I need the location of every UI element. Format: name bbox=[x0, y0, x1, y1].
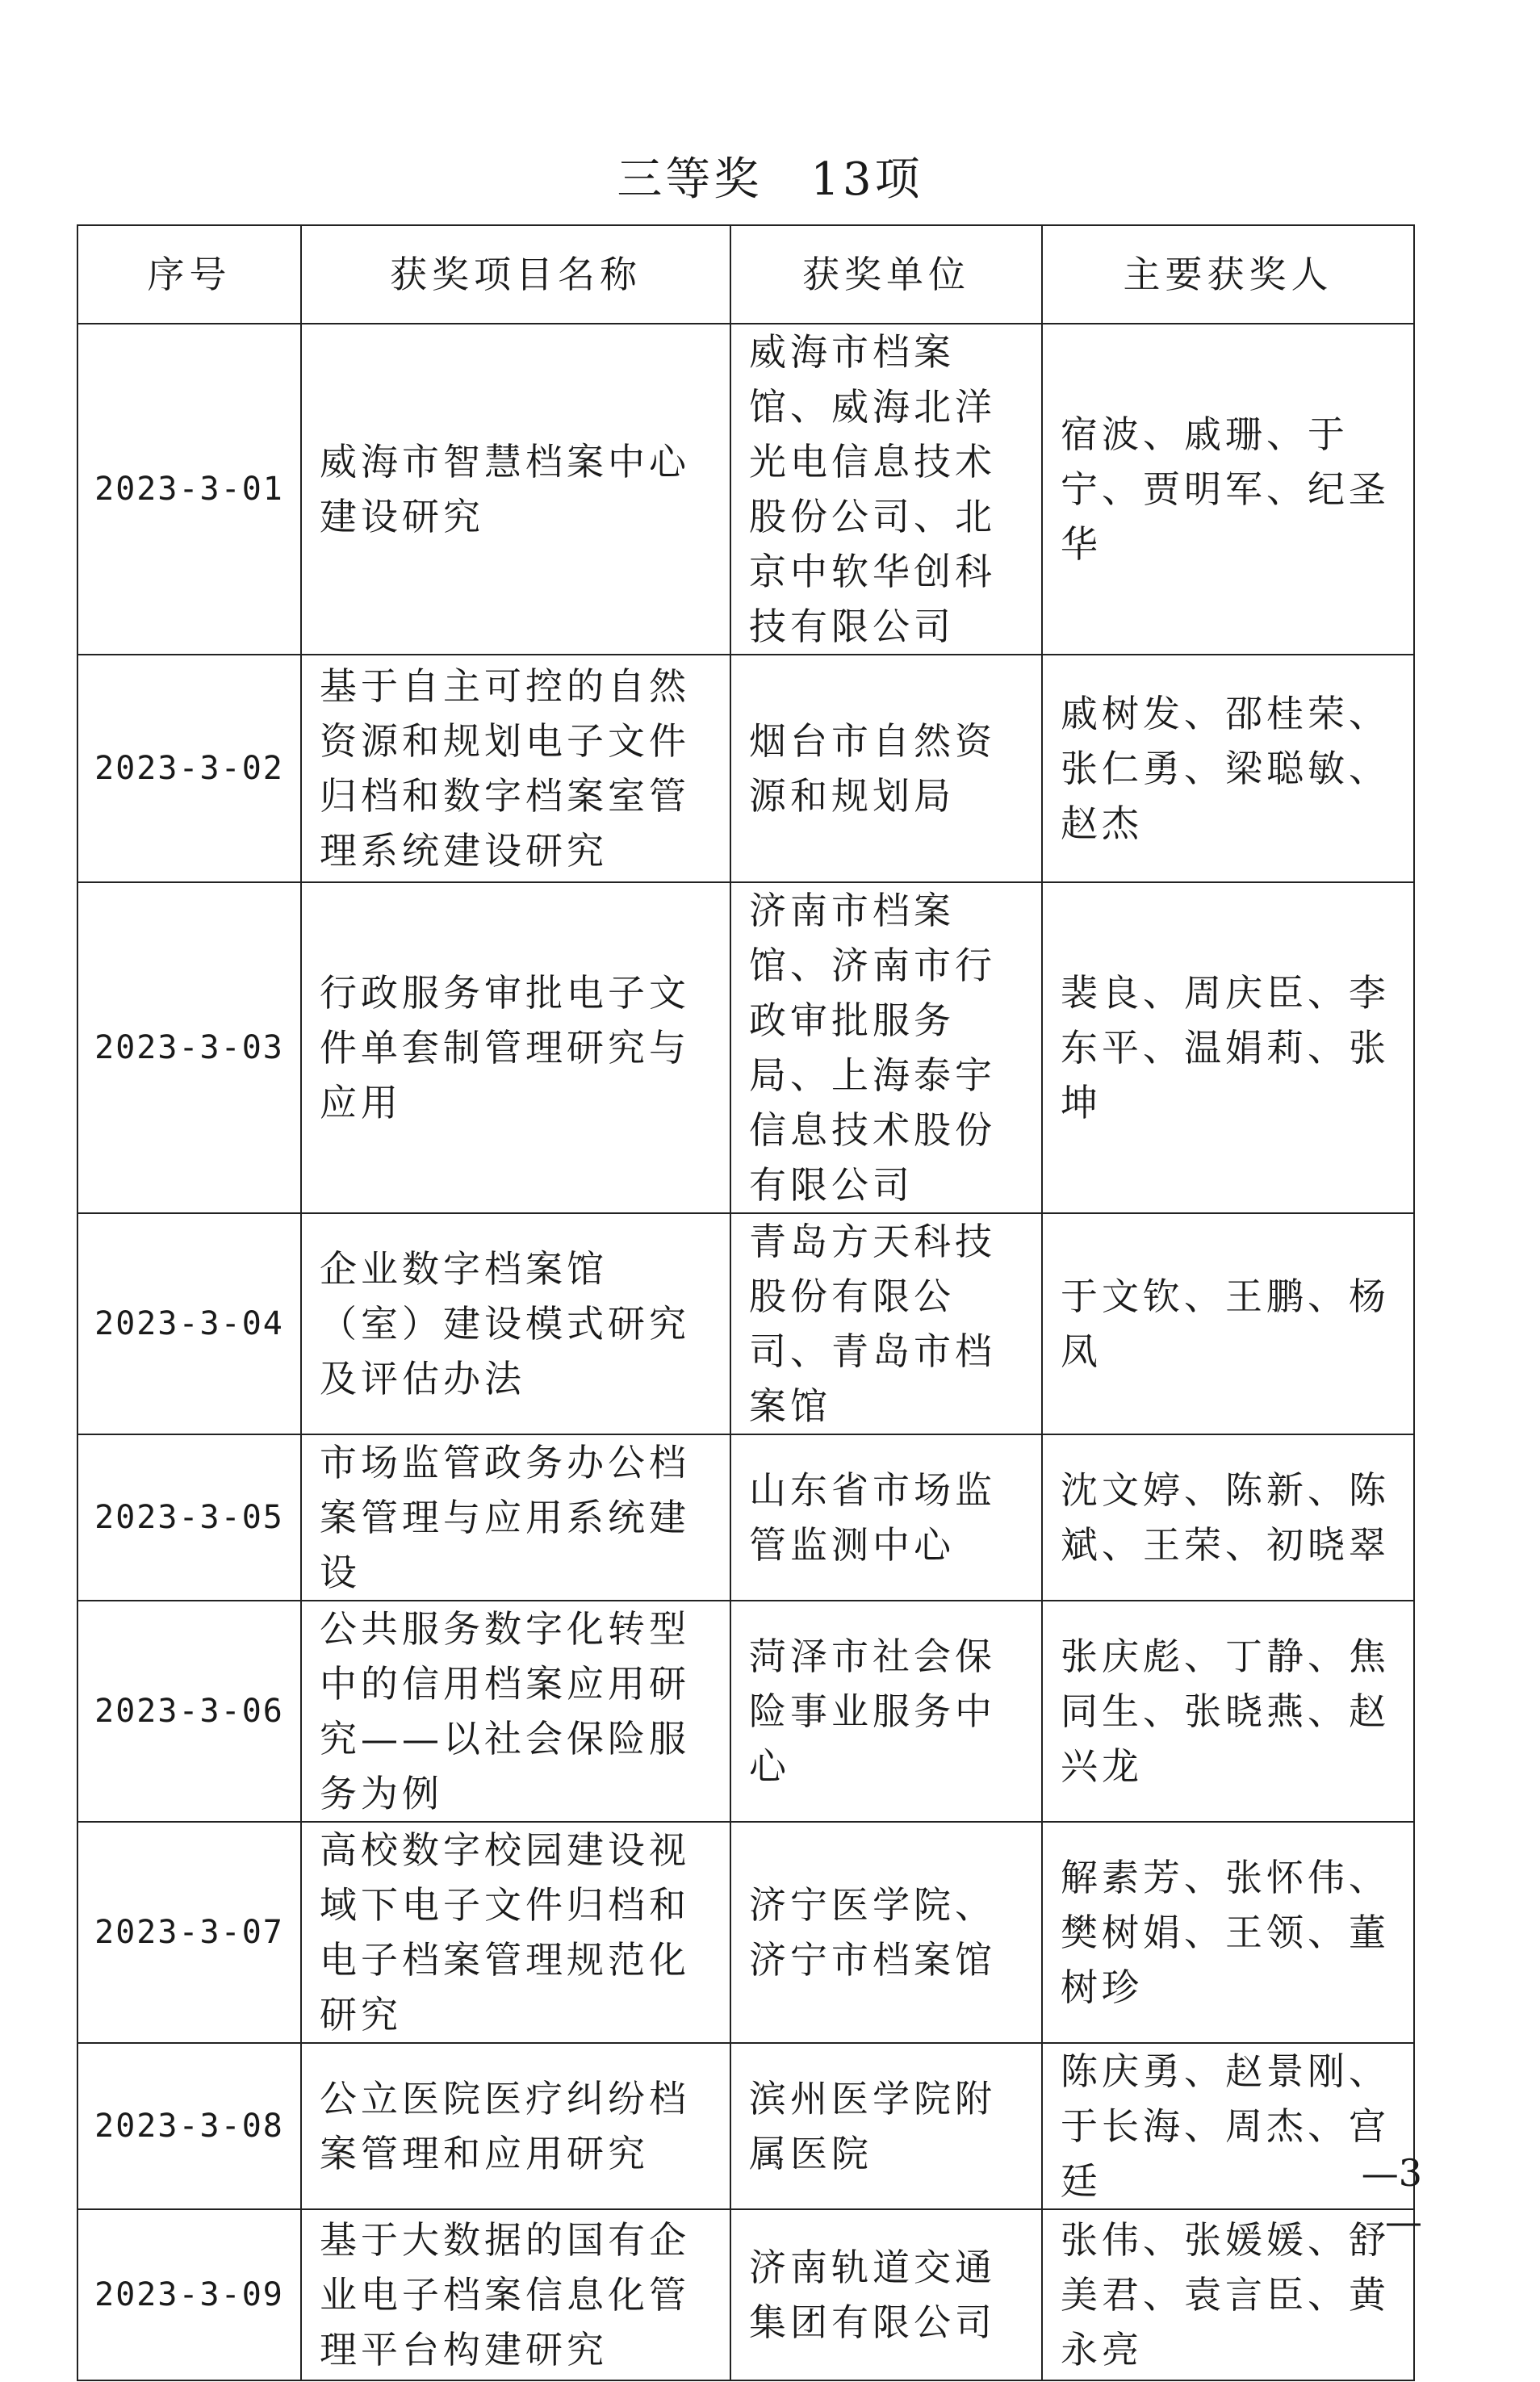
row-id: 2023-3-05 bbox=[77, 1434, 301, 1601]
row-id: 2023-3-03 bbox=[77, 882, 301, 1213]
row-project: 高校数字校园建设视域下电子文件归档和电子档案管理规范化研究 bbox=[301, 1822, 730, 2043]
row-project: 威海市智慧档案中心建设研究 bbox=[301, 324, 730, 655]
page-number: —3— bbox=[1361, 2151, 1422, 2243]
row-project: 市场监管政务办公档案管理与应用系统建设 bbox=[301, 1434, 730, 1601]
row-unit: 滨州医学院附属医院 bbox=[730, 2043, 1042, 2209]
row-people: 裴良、周庆臣、李东平、温娟莉、张坤 bbox=[1042, 882, 1414, 1213]
row-project: 公立医院医疗纠纷档案管理和应用研究 bbox=[301, 2043, 730, 2209]
row-id: 2023-3-04 bbox=[77, 1213, 301, 1434]
row-unit: 济南市档案馆、济南市行政审批服务局、上海泰宇信息技术股份有限公司 bbox=[730, 882, 1042, 1213]
row-id: 2023-3-07 bbox=[77, 1822, 301, 2043]
row-people: 于文钦、王鹏、杨凤 bbox=[1042, 1213, 1414, 1434]
award-table bbox=[77, 224, 1415, 2381]
row-unit: 威海市档案馆、威海北洋光电信息技术股份公司、北京中软华创科技有限公司 bbox=[730, 324, 1042, 655]
row-unit: 烟台市自然资源和规划局 bbox=[730, 655, 1042, 882]
table-row bbox=[77, 655, 1414, 882]
row-unit: 山东省市场监管监测中心 bbox=[730, 1434, 1042, 1601]
row-project: 公共服务数字化转型中的信用档案应用研究——以社会保险服务为例 bbox=[301, 1601, 730, 1822]
row-id: 2023-3-02 bbox=[77, 655, 301, 882]
table-header-row bbox=[77, 225, 1414, 324]
row-unit: 济宁医学院、济宁市档案馆 bbox=[730, 1822, 1042, 2043]
row-project: 基于大数据的国有企业电子档案信息化管理平台构建研究 bbox=[301, 2209, 730, 2380]
header-project: 获奖项目名称 bbox=[301, 225, 730, 324]
row-project: 企业数字档案馆（室）建设模式研究及评估办法 bbox=[301, 1213, 730, 1434]
table-row bbox=[77, 1822, 1414, 2043]
table-row bbox=[77, 2043, 1414, 2209]
row-people: 张庆彪、丁静、焦同生、张晓燕、赵兴龙 bbox=[1042, 1601, 1414, 1822]
row-people: 宿波、戚珊、于宁、贾明军、纪圣华 bbox=[1042, 324, 1414, 655]
row-unit: 济南轨道交通集团有限公司 bbox=[730, 2209, 1042, 2380]
row-unit: 青岛方天科技股份有限公司、青岛市档案馆 bbox=[730, 1213, 1042, 1434]
row-people: 沈文婷、陈新、陈斌、王荣、初晓翠 bbox=[1042, 1434, 1414, 1601]
row-id: 2023-3-09 bbox=[77, 2209, 301, 2380]
header-id: 序号 bbox=[77, 225, 301, 324]
header-people: 主要获奖人 bbox=[1042, 225, 1414, 324]
row-people: 陈庆勇、赵景刚、于长海、周杰、宫廷 bbox=[1042, 2043, 1414, 2209]
table-row bbox=[77, 324, 1414, 655]
row-project: 行政服务审批电子文件单套制管理研究与应用 bbox=[301, 882, 730, 1213]
row-unit: 菏泽市社会保险事业服务中心 bbox=[730, 1601, 1042, 1822]
table-row bbox=[77, 2209, 1414, 2380]
row-id: 2023-3-01 bbox=[77, 324, 301, 655]
row-id: 2023-3-08 bbox=[77, 2043, 301, 2209]
row-people: 张伟、张媛媛、舒美君、袁言臣、黄永亮 bbox=[1042, 2209, 1414, 2380]
table-row bbox=[77, 882, 1414, 1213]
row-people: 戚树发、邵桂荣、张仁勇、梁聪敏、赵杰 bbox=[1042, 655, 1414, 882]
page-title: 三等奖 13项 bbox=[617, 153, 923, 206]
table-row bbox=[77, 1434, 1414, 1601]
header-unit: 获奖单位 bbox=[730, 225, 1042, 324]
table-row bbox=[77, 1213, 1414, 1434]
row-project: 基于自主可控的自然资源和规划电子文件归档和数字档案室管理系统建设研究 bbox=[301, 655, 730, 882]
row-people: 解素芳、张怀伟、樊树娟、王领、董树珍 bbox=[1042, 1822, 1414, 2043]
row-id: 2023-3-06 bbox=[77, 1601, 301, 1822]
table-row bbox=[77, 1601, 1414, 1822]
